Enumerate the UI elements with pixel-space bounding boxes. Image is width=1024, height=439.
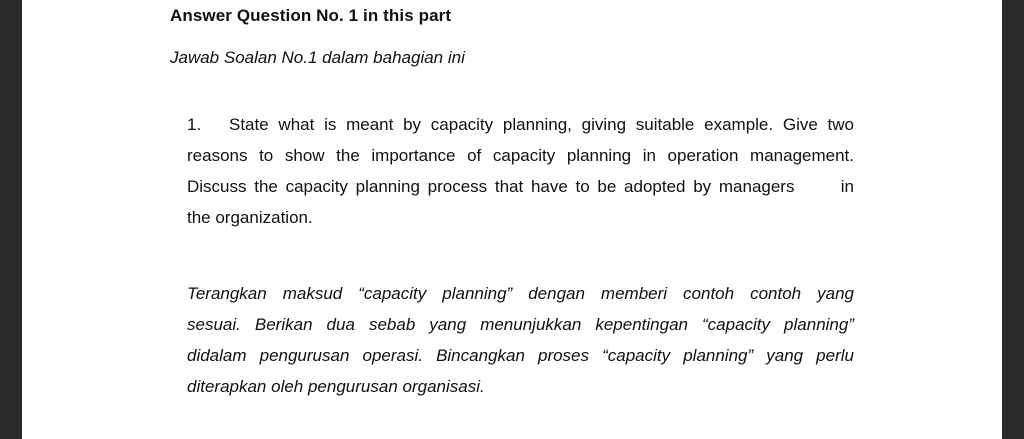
question-line-1	[187, 109, 854, 140]
translation-line-1: Terangkan maksud “capacity planning” dengan memberi contoh contoh yang	[187, 284, 854, 303]
question-line-text: State what is meant by capacity planning, giving suitable example. Give two	[229, 115, 854, 134]
section-subheading-malay: Jawab Soalan No.1 dalam bahagian ini	[170, 48, 465, 67]
question-1	[187, 109, 854, 233]
translation-line-4: diterapkan oleh pengurusan organisasi.	[187, 377, 485, 396]
translation-line-2: sesuai. Berikan dua sebab yang menunjukkan kepentingan “capacity planning”	[187, 315, 854, 334]
document-page	[22, 0, 1002, 439]
question-line-3: Discuss the capacity planning process that have to be adopted by managers in	[187, 177, 854, 196]
translation-line-3: didalam pengurusan operasi. Bincangkan proses “capacity planning” yang perlu	[187, 346, 854, 365]
question-line-4: the organization.	[187, 208, 313, 227]
question-line-2: reasons to show the importance of capacity planning in operation management.	[187, 146, 854, 165]
question-1-translation	[187, 278, 854, 402]
section-heading: Answer Question No. 1 in this part	[170, 6, 452, 25]
question-number: 1.	[187, 115, 202, 134]
